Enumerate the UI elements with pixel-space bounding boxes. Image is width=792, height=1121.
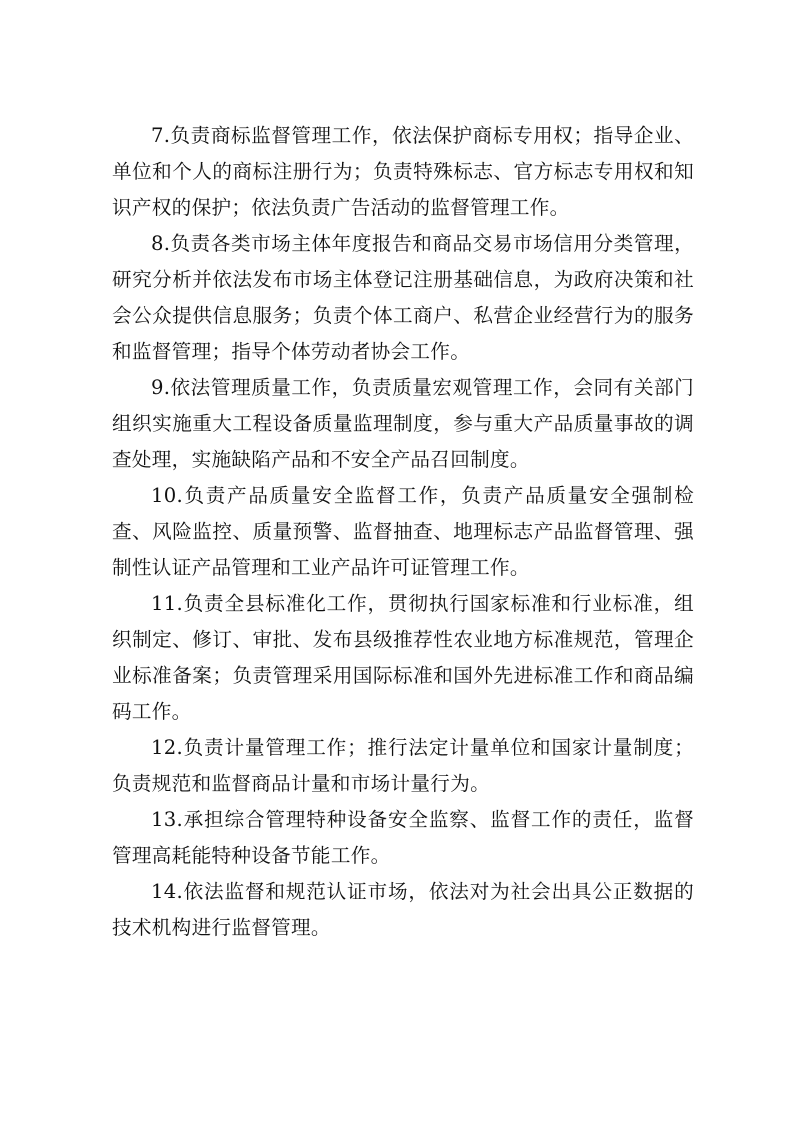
paragraph-item-14: 14.依法监督和规范认证市场，依法对为社会出具公正数据的技术机构进行监督管理。 [112,880,694,939]
paragraph-item-9: 9.依法管理质量工作，负责质量宏观管理工作，会同有关部门组织实施重大工程设备质量监理制度，参与重大产品质量事故的调查处理，实施缺陷产品和不安全产品召回制度。 [112,376,694,471]
paragraph-item-12: 12.负责计量管理工作；推行法定计量单位和国家计量制度；负责规范和监督商品计量和市场计量行为。 [112,736,694,795]
paragraph-item-8: 8.负责各类市场主体年度报告和商品交易市场信用分类管理，研究分析并依法发布市场主体登记注册基础信息，为政府决策和社会公众提供信息服务；负责个体工商户、私营企业经营行为的服务和监督管理；指导个体劳动者协会工作。 [112,232,694,363]
paragraph-item-11: 11.负责全县标准化工作，贯彻执行国家标准和行业标准，组织制定、修订、审批、发布县级推荐性农业地方标准规范，管理企业标准备案；负责管理采用国际标准和国外先进标准工作和商品编码工作。 [112,592,694,723]
document-body [112,118,694,946]
paragraph-item-13: 13.承担综合管理特种设备安全监察、监督工作的责任，监督管理高耗能特种设备节能工作。 [112,808,694,867]
paragraph-item-10: 10.负责产品质量安全监督工作，负责产品质量安全强制检查、风险监控、质量预警、监督抽查、地理标志产品监督管理、强制性认证产品管理和工业产品许可证管理工作。 [112,484,694,579]
paragraph-item-7: 7.负责商标监督管理工作，依法保护商标专用权；指导企业、单位和个人的商标注册行为；负责特殊标志、官方标志专用权和知识产权的保护；依法负责广告活动的监督管理工作。 [112,124,694,219]
